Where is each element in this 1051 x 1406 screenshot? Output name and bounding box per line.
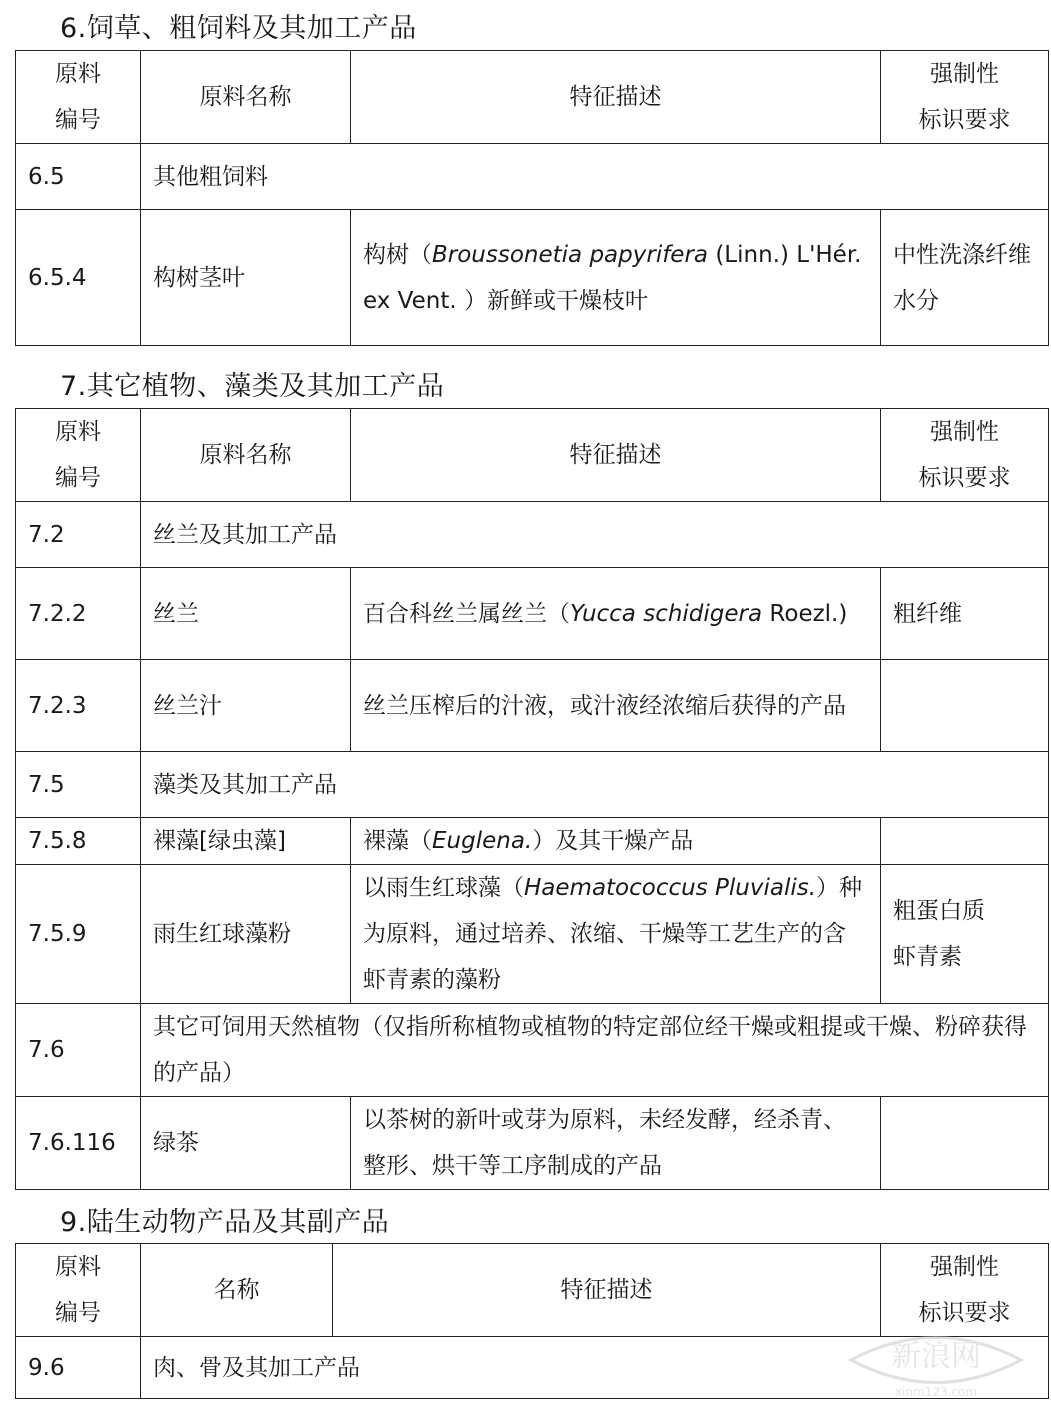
watermark-logo	[841, 1320, 1031, 1400]
table-row	[16, 210, 1049, 346]
cell-req	[881, 818, 1049, 865]
cell-code: 6.5	[16, 144, 141, 210]
header-name: 原料名称	[141, 409, 351, 502]
table-row	[16, 144, 1049, 210]
header-name: 名称	[141, 1244, 333, 1337]
cell-name: 构树茎叶	[141, 210, 351, 346]
cell-req	[881, 1097, 1049, 1190]
table-row	[16, 1097, 1049, 1190]
cell-req	[881, 660, 1049, 752]
cell-name: 丝兰及其加工产品	[141, 502, 1049, 568]
cell-desc: 以雨生红球藻（Haematococcus Pluvialis.）种为原料，通过培养、浓缩、干燥等工艺生产的含虾青素的藻粉	[351, 865, 881, 1004]
cell-name: 其它可饲用天然植物（仅指所称植物或植物的特定部位经干燥或粗提或干燥、粉碎获得的产品）	[141, 1004, 1049, 1097]
cell-name: 其他粗饲料	[141, 144, 1049, 210]
table-header-row	[16, 51, 1049, 144]
cell-req: 粗蛋白质 虾青素	[881, 865, 1049, 1004]
cell-req: 中性洗涤纤维 水分	[881, 210, 1049, 346]
watermark-text: 新浪网	[891, 1339, 981, 1374]
cell-code: 7.6	[16, 1004, 141, 1097]
cell-desc: 构树（Broussonetia papyrifera (Linn.) L'Hér. ex Vent. ）新鲜或干燥枝叶	[351, 210, 881, 346]
section-7-table	[15, 408, 1049, 1190]
cell-name: 裸藻[绿虫藻]	[141, 818, 351, 865]
table-row	[16, 568, 1049, 660]
section-9-title: 9.陆生动物产品及其副产品	[60, 1207, 390, 1238]
header-desc: 特征描述	[351, 409, 881, 502]
cell-name: 丝兰	[141, 568, 351, 660]
header-code: 原料 编号	[16, 1244, 141, 1337]
cell-code: 7.2.3	[16, 660, 141, 752]
cell-code: 7.2	[16, 502, 141, 568]
header-req: 强制性 标识要求	[881, 51, 1049, 144]
cell-name: 藻类及其加工产品	[141, 752, 1049, 818]
header-code: 原料 编号	[16, 51, 141, 144]
cell-code: 9.6	[16, 1337, 141, 1399]
table-row	[16, 660, 1049, 752]
section-6-table	[15, 50, 1049, 346]
header-desc: 特征描述	[351, 51, 881, 144]
cell-code: 7.5	[16, 752, 141, 818]
cell-desc: 百合科丝兰属丝兰（Yucca schidigera Roezl.)	[351, 568, 881, 660]
cell-req: 粗纤维	[881, 568, 1049, 660]
cell-name: 丝兰汁	[141, 660, 351, 752]
header-desc: 特征描述	[333, 1244, 881, 1337]
table-row	[16, 818, 1049, 865]
cell-desc: 以茶树的新叶或芽为原料，未经发酵，经杀青、整形、烘干等工序制成的产品	[351, 1097, 881, 1190]
cell-name: 绿茶	[141, 1097, 351, 1190]
section-7-title: 7.其它植物、藻类及其加工产品	[60, 371, 445, 402]
header-req: 强制性 标识要求	[881, 409, 1049, 502]
header-name: 原料名称	[141, 51, 351, 144]
header-code: 原料 编号	[16, 409, 141, 502]
cell-desc: 裸藻（Euglena.）及其干燥产品	[351, 818, 881, 865]
table-row	[16, 865, 1049, 1004]
cell-code: 7.6.116	[16, 1097, 141, 1190]
header-req: 强制性 标识要求	[881, 1244, 1049, 1337]
watermark-url: xinm123.com	[894, 1385, 978, 1399]
cell-name: 肉、骨及其加工产品	[141, 1337, 1049, 1399]
cell-code: 7.5.9	[16, 865, 141, 1004]
table-row	[16, 752, 1049, 818]
table-row	[16, 1004, 1049, 1097]
table-header-row	[16, 409, 1049, 502]
cell-code: 7.2.2	[16, 568, 141, 660]
table-row	[16, 502, 1049, 568]
cell-desc: 丝兰压榨后的汁液，或汁液经浓缩后获得的产品	[351, 660, 881, 752]
cell-name: 雨生红球藻粉	[141, 865, 351, 1004]
cell-code: 7.5.8	[16, 818, 141, 865]
cell-code: 6.5.4	[16, 210, 141, 346]
section-6-title: 6.饲草、粗饲料及其加工产品	[60, 13, 417, 44]
